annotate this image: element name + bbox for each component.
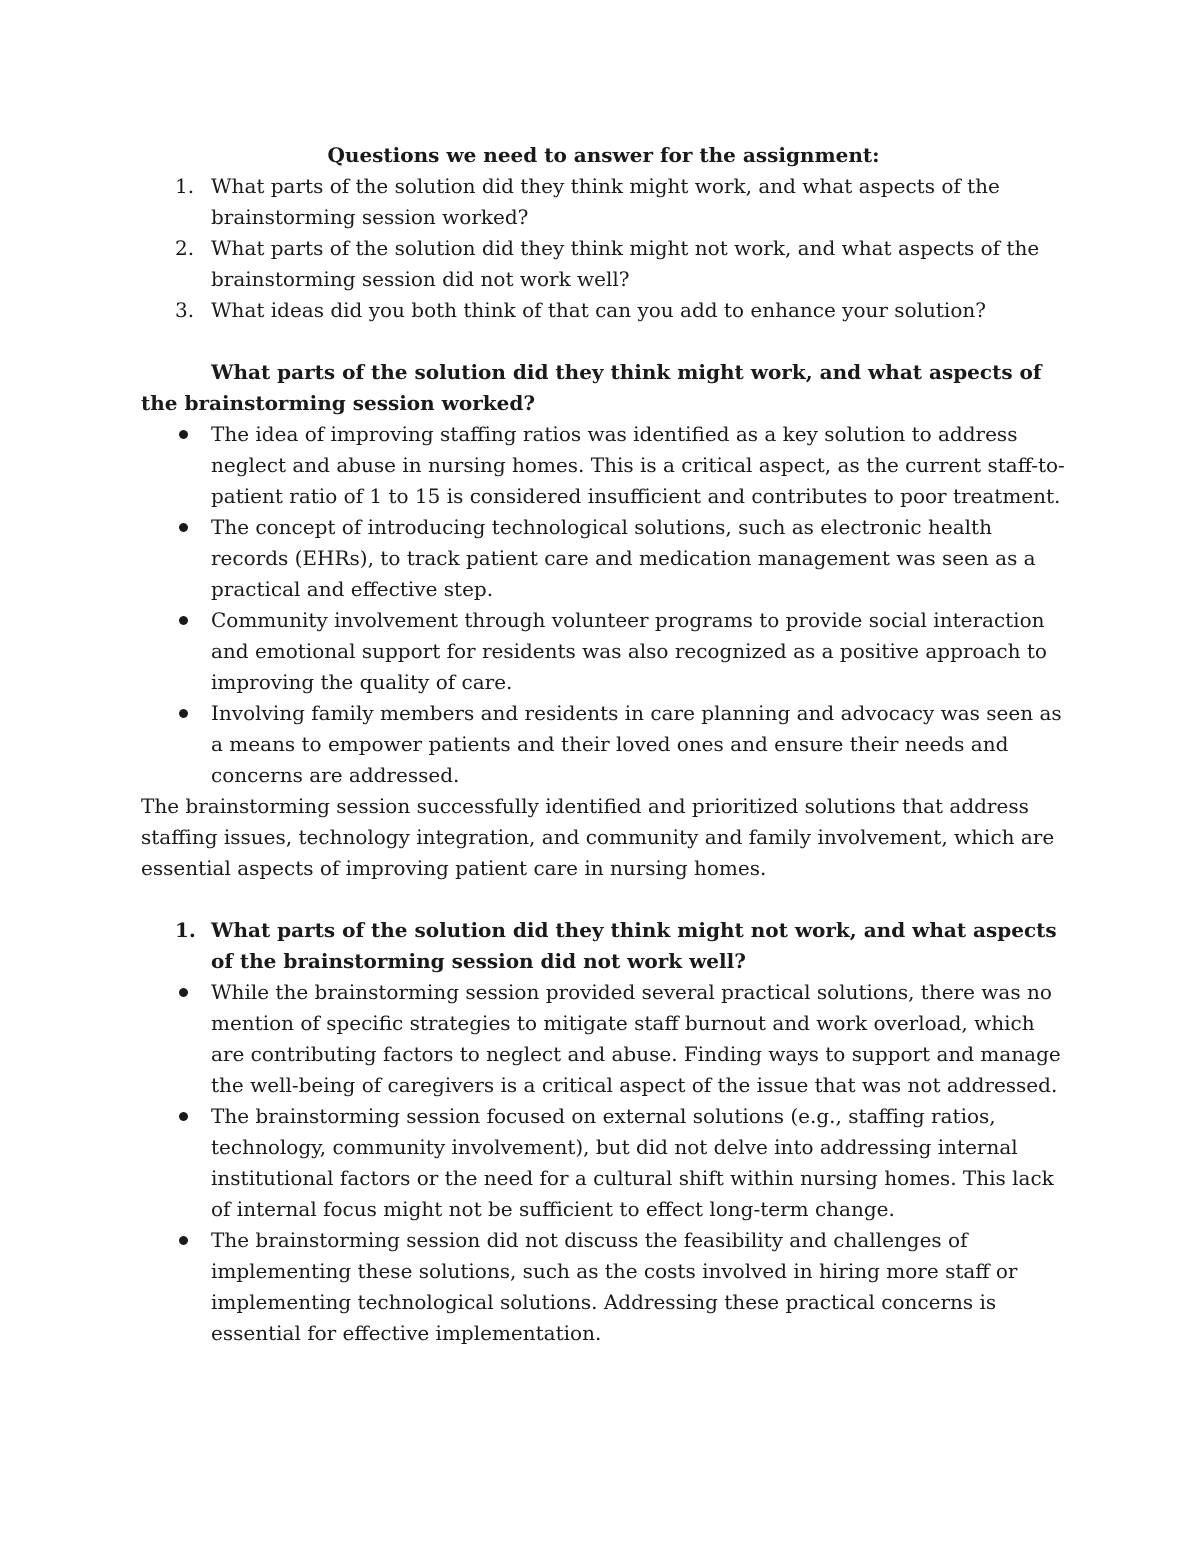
questions-list	[141, 171, 1066, 326]
bullet-icon	[179, 1236, 188, 1245]
bullet-icon	[179, 430, 188, 439]
list-item	[141, 977, 1066, 1101]
list-number: 3.	[175, 298, 195, 322]
list-item-text: Community involvement through volunteer programs to provide social interaction and emotional support for residents was also recognized as a positive approach to improving the quality of care.	[211, 608, 1047, 694]
list-item-text: The idea of improving staffing ratios was identified as a key solution to address neglect and abuse in nursing homes. This is a critical aspect, as the current staff-to-patient ratio of 1 to 15 is considered insufficient and contributes to poor treatment.	[211, 422, 1065, 508]
list-item-text: What ideas did you both think of that can you add to enhance your solution?	[211, 298, 986, 322]
bullet-icon	[179, 1112, 188, 1121]
bullet-icon	[179, 523, 188, 532]
list-item	[141, 233, 1066, 295]
list-item-text: The concept of introducing technological solutions, such as electronic health records (EHRs), to track patient care and medication management was seen as a practical and effective step.	[211, 515, 1036, 601]
list-item-text: The brainstorming session focused on external solutions (e.g., staffing ratios, technology, community involvement), but did not delve into addressing internal institutional factors or the need for a cultural shift within nursing homes. This lack of internal focus might not be sufficient to effect long-term change.	[211, 1104, 1054, 1221]
list-item-text: The brainstorming session did not discuss the feasibility and challenges of implementing these solutions, such as the costs involved in hiring more staff or implementing technological solutions. Addressing these practical concerns is essential for effective implementation.	[211, 1228, 1018, 1345]
list-item-text: What parts of the solution did they think might not work, and what aspects of the brainstorming session did not work well?	[211, 236, 1040, 291]
list-item	[141, 698, 1066, 791]
list-item	[141, 171, 1066, 233]
section-heading-text: What parts of the solution did they think might not work, and what aspects of the brainstorming session did not work well?	[211, 918, 1057, 973]
blank-line	[141, 326, 1066, 357]
list-number: 1.	[175, 918, 196, 942]
bullet-icon	[179, 616, 188, 625]
list-number: 2.	[175, 236, 195, 260]
section-heading: What parts of the solution did they think might work, and what aspects of the brainstorming session worked?	[141, 360, 1042, 415]
list-number: 1.	[175, 174, 195, 198]
list-item	[141, 512, 1066, 605]
bullet-list	[141, 977, 1066, 1349]
bullet-icon	[179, 988, 188, 997]
blank-line	[141, 884, 1066, 915]
list-item	[141, 295, 1066, 326]
list-item-text: Involving family members and residents in care planning and advocacy was seen as a means to empower patients and their loved ones and ensure their needs and concerns are addressed.	[211, 701, 1062, 787]
list-item	[141, 1225, 1066, 1349]
bullet-icon	[179, 709, 188, 718]
section-heading	[141, 915, 1066, 977]
list-item	[141, 605, 1066, 698]
list-item-text: While the brainstorming session provided several practical solutions, there was no mention of specific strategies to mitigate staff burnout and work overload, which are contributing factors to neglect and abuse. Finding ways to support and manage the well-being of caregivers is a critical aspect of the issue that was not addressed.	[211, 980, 1061, 1097]
page-title: Questions we need to answer for the assignment:	[327, 143, 880, 167]
bullet-list	[141, 419, 1066, 791]
document-content	[141, 140, 1066, 1349]
summary-paragraph: The brainstorming session successfully identified and prioritized solutions that address staffing issues, technology integration, and community and family involvement, which are essential aspects of improving patient care in nursing homes.	[141, 794, 1055, 880]
list-item-text: What parts of the solution did they think might work, and what aspects of the brainstorming session worked?	[211, 174, 1000, 229]
list-item	[141, 1101, 1066, 1225]
list-item	[141, 419, 1066, 512]
